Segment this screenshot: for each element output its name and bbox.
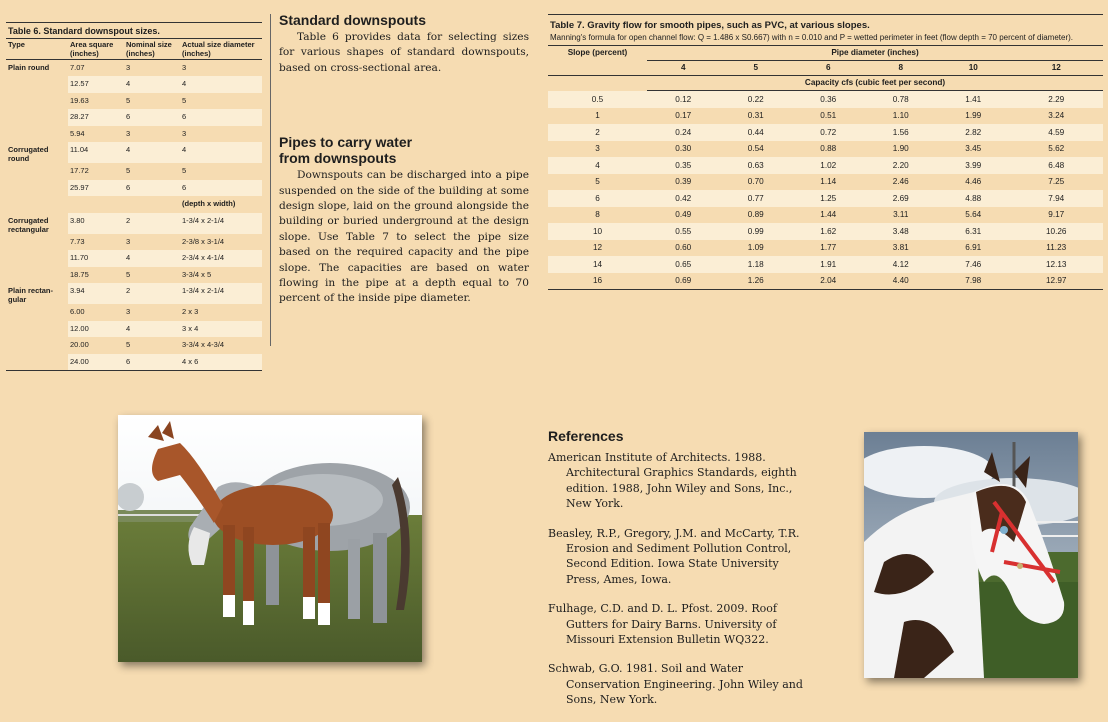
cell-slope: 5 <box>595 177 600 187</box>
table-row <box>6 304 262 321</box>
cell-capacity: 2.04 <box>792 273 865 290</box>
table-6-caption: Table 6. Standard downspout sizes. <box>6 22 262 38</box>
diameter-header: 12 <box>1051 63 1061 72</box>
table-row <box>6 163 262 180</box>
table-row <box>6 142 262 163</box>
references-section <box>548 428 803 722</box>
cell-nominal: 4 <box>124 142 180 163</box>
table-row <box>6 76 262 93</box>
cell-capacity: 3.81 <box>892 243 909 253</box>
cell-capacity: 0.42 <box>647 190 720 207</box>
cell-capacity: 3.45 <box>965 144 982 154</box>
cell-area: 3.80 <box>68 213 124 234</box>
cell-actual: 3-3/4 x 5 <box>182 269 212 279</box>
cell-type <box>6 76 68 93</box>
table-row <box>6 60 262 77</box>
cell-type <box>6 180 68 197</box>
cell-capacity: 0.54 <box>747 144 764 154</box>
cell-capacity: 2.29 <box>1010 91 1104 108</box>
cell-actual: 6 <box>180 180 262 197</box>
cell-nominal: 5 <box>126 269 131 279</box>
cell-capacity: 5.62 <box>1048 144 1065 154</box>
table-row <box>548 91 1103 108</box>
cell-capacity: 0.78 <box>865 91 938 108</box>
table-row <box>548 256 1103 273</box>
cell-capacity: 3.11 <box>893 210 909 220</box>
cell-actual: 4 x 6 <box>180 354 262 371</box>
col-area-header: Area square (inches) <box>68 39 124 60</box>
cell-actual: 4 <box>180 142 262 163</box>
diameter-header: 10 <box>968 63 978 72</box>
cell-capacity: 1.25 <box>792 190 865 207</box>
cell-capacity: 0.12 <box>647 91 720 108</box>
capacity-header: Capacity cfs (cubic feet per second) <box>647 76 1103 91</box>
cell-type: Corrugated round <box>8 145 49 163</box>
table-row <box>6 283 262 304</box>
cell-area: 12.00 <box>68 321 124 338</box>
cell-capacity: 10.26 <box>1010 223 1104 240</box>
table-row <box>548 108 1103 125</box>
cell-capacity: 1.62 <box>792 223 865 240</box>
cell-area: 11.70 <box>68 250 124 267</box>
pipe-diameter-header: Pipe diameter (inches) <box>647 46 1103 61</box>
diameter-header: 8 <box>898 63 904 72</box>
standard-downspouts-body: Table 6 provides data for selecting sizes for various shapes of standard downspouts, based on cross-sectional area. <box>279 31 529 74</box>
cell-capacity: 7.46 <box>937 256 1010 273</box>
cell-capacity: 7.94 <box>1010 190 1104 207</box>
col-nominal-header: Nominal size (inches) <box>124 39 180 60</box>
cell-capacity: 12.97 <box>1010 273 1104 290</box>
table-7 <box>548 14 1103 290</box>
cell-slope: 6 <box>548 190 647 207</box>
cell-capacity: 4.46 <box>965 177 982 187</box>
cell-type <box>6 109 68 126</box>
pipes-body: Downspouts can be discharged into a pipe suspended on the side of the building at some design slope, laid on the ground alongside the building or buried underground at the design slope. Use Table 7 to select the pipe size based on the required capacity and the pipe slope. The capacities are based on water flowing in the pipe at a depth equal to 70 percent of the inside pipe diameter. <box>279 169 529 305</box>
cell-capacity: 0.70 <box>747 177 764 187</box>
cell-capacity: 1.41 <box>937 91 1010 108</box>
table-row <box>6 180 262 197</box>
cell-nominal: 3 <box>126 307 131 316</box>
cell-capacity: 0.22 <box>720 91 793 108</box>
table-row <box>6 126 262 143</box>
cell-capacity: 1.99 <box>965 111 982 121</box>
cell-actual: 5 <box>182 95 187 105</box>
cell-nominal: 5 <box>126 340 131 349</box>
cell-capacity: 2.46 <box>892 177 909 187</box>
cell-type <box>6 250 68 267</box>
text-column <box>279 12 529 307</box>
cell-slope: 14 <box>548 256 647 273</box>
cell-capacity: 0.51 <box>820 111 837 121</box>
cell-slope: 0.5 <box>548 91 647 108</box>
cell-actual: 3 x 4 <box>180 321 262 338</box>
cell-capacity: 0.89 <box>747 210 764 220</box>
table-row <box>548 273 1103 290</box>
col-actual-header: Actual size diameter (inches) <box>180 39 262 60</box>
cell-capacity: 2.82 <box>937 124 1010 141</box>
table-6 <box>6 22 262 371</box>
standard-downspouts-heading: Standard downspouts <box>279 12 426 28</box>
cell-capacity: 1.26 <box>720 273 793 290</box>
cell-capacity: 0.30 <box>675 144 692 154</box>
table-row <box>6 267 262 284</box>
table-6-header-row <box>6 39 262 60</box>
cell-type <box>6 337 68 354</box>
col-type-header: Type <box>6 39 68 60</box>
cell-capacity: 1.44 <box>820 210 837 220</box>
table-6-body <box>6 60 262 371</box>
table-row <box>6 337 262 354</box>
cell-capacity: 0.60 <box>675 243 692 253</box>
foal-photo-illustration <box>118 415 422 662</box>
cell-type <box>6 196 68 213</box>
cell-slope: 4 <box>548 157 647 174</box>
cell-slope: 3 <box>595 144 600 154</box>
cell-slope: 1 <box>595 111 600 121</box>
table-7-note: Manning's formula for open channel flow: Q = 1.486 x S0.667) with n = 0.010 and P = wetted perimeter in feet (flow depth = 70 percent of diameter). <box>550 33 1074 42</box>
table-row <box>548 157 1103 174</box>
cell-actual: 2-3/8 x 3-1/4 <box>182 236 225 246</box>
cell-capacity: 0.31 <box>747 111 764 121</box>
cell-capacity: 1.10 <box>892 111 909 121</box>
paint-horse-photo <box>864 432 1078 678</box>
table-7-caption: Table 7. Gravity flow for smooth pipes, such as PVC, at various slopes. <box>548 14 1103 33</box>
cell-area: 24.00 <box>68 354 124 371</box>
cell-nominal: 2 <box>124 283 180 304</box>
cell-capacity: 0.55 <box>647 223 720 240</box>
cell-area: 6.00 <box>70 307 85 316</box>
cell-actual: 2 x 3 <box>182 307 199 316</box>
table-row <box>6 93 262 110</box>
cell-area: 12.57 <box>68 76 124 93</box>
cell-area: 5.94 <box>70 128 85 138</box>
cell-area: 25.97 <box>68 180 124 197</box>
table-row <box>6 234 262 251</box>
reference-item: Fulhage, C.D. and D. L. Pfost. 2009. Roof Gutters for Dairy Barns. University of Missouri Extension Bulletin WQ322. <box>548 602 778 647</box>
cell-capacity: 0.39 <box>675 177 692 187</box>
foal-and-mare-photo <box>118 415 422 662</box>
cell-capacity: 3.24 <box>1048 111 1065 121</box>
cell-actual: 6 <box>180 109 262 126</box>
cell-capacity: 0.35 <box>647 157 720 174</box>
cell-capacity: 5.64 <box>965 210 982 220</box>
cell-nominal: 3 <box>126 63 131 72</box>
diameter-header: 4 <box>680 63 686 72</box>
cell-capacity: 0.88 <box>820 144 837 154</box>
diameter-header: 5 <box>753 63 759 72</box>
cell-capacity: 1.09 <box>747 243 764 253</box>
table-row <box>548 174 1103 191</box>
cell-capacity: 1.56 <box>865 124 938 141</box>
cell-capacity: 0.65 <box>647 256 720 273</box>
cell-capacity: 0.69 <box>647 273 720 290</box>
pipes-heading-line1: Pipes to carry water <box>279 134 413 151</box>
cell-type <box>6 304 68 321</box>
cell-nominal: 4 <box>124 250 180 267</box>
cell-capacity: 1.77 <box>820 243 837 253</box>
cell-capacity: 1.02 <box>792 157 865 174</box>
cell-capacity: 6.91 <box>965 243 982 253</box>
cell-type <box>6 354 68 371</box>
cell-capacity: 4.12 <box>865 256 938 273</box>
reference-item: American Institute of Architects. 1988. Architectural Graphics Standards, eighth edition. 1988, John Wiley and Sons, Inc., New York. <box>548 451 797 511</box>
cell-capacity: 0.77 <box>720 190 793 207</box>
cell-capacity: 0.63 <box>720 157 793 174</box>
cell-type <box>6 234 68 251</box>
cell-capacity: 0.49 <box>675 210 692 220</box>
table-row <box>6 109 262 126</box>
cell-capacity: 12.13 <box>1010 256 1104 273</box>
cell-capacity: 0.36 <box>792 91 865 108</box>
cell-area: 19.63 <box>70 95 89 105</box>
table-row <box>548 124 1103 141</box>
column-divider <box>270 14 271 346</box>
slope-header: Slope (percent) <box>548 46 647 76</box>
diameter-header: 6 <box>825 63 831 72</box>
cell-type <box>6 267 68 284</box>
cell-nominal: 5 <box>126 166 131 175</box>
gravity-flow-table <box>548 45 1103 290</box>
references-heading: References <box>548 428 624 444</box>
cell-slope: 10 <box>548 223 647 240</box>
cell-actual: (depth x width) <box>182 199 236 208</box>
cell-nominal: 3 <box>126 236 131 246</box>
table-row <box>548 240 1103 257</box>
cell-slope: 12 <box>592 243 603 253</box>
cell-type <box>6 321 68 338</box>
cell-capacity: 1.14 <box>820 177 837 187</box>
cell-capacity: 3.48 <box>865 223 938 240</box>
cell-capacity: 0.24 <box>647 124 720 141</box>
cell-actual: 3 <box>182 63 187 72</box>
cell-capacity: 4.59 <box>1010 124 1104 141</box>
cell-slope: 2 <box>548 124 647 141</box>
cell-nominal <box>124 196 180 213</box>
cell-nominal: 6 <box>124 180 180 197</box>
table-row <box>548 141 1103 158</box>
cell-area: 11.04 <box>68 142 124 163</box>
cell-slope: 8 <box>595 210 600 220</box>
cell-capacity: 1.90 <box>892 144 909 154</box>
cell-capacity: 0.99 <box>720 223 793 240</box>
cell-area: 28.27 <box>68 109 124 126</box>
cell-nominal: 6 <box>124 109 180 126</box>
table-row <box>548 223 1103 240</box>
cell-nominal: 5 <box>126 95 131 105</box>
cell-actual: 4 <box>180 76 262 93</box>
cell-capacity: 4.88 <box>937 190 1010 207</box>
cell-type: Plain round <box>8 63 50 72</box>
cell-capacity: 0.72 <box>792 124 865 141</box>
cell-type: Corrugated rectangular <box>8 215 49 234</box>
cell-area: 7.73 <box>70 236 85 246</box>
cell-nominal: 4 <box>124 76 180 93</box>
downspout-sizes-table <box>6 38 262 371</box>
table-row <box>6 213 262 234</box>
cell-capacity: 6.48 <box>1010 157 1104 174</box>
cell-capacity: 2.69 <box>865 190 938 207</box>
cell-actual: 3-3/4 x 4-3/4 <box>182 340 225 349</box>
table-row <box>6 250 262 267</box>
cell-area: 18.75 <box>70 269 89 279</box>
cell-nominal: 6 <box>124 354 180 371</box>
cell-capacity: 2.20 <box>865 157 938 174</box>
cell-actual: 3 <box>182 128 187 138</box>
pipes-heading-line2: from downspouts <box>279 150 397 167</box>
cell-area: 17.72 <box>70 166 89 175</box>
table-row <box>6 196 262 213</box>
paint-horse-illustration <box>864 432 1078 678</box>
table-row <box>6 354 262 371</box>
cell-capacity: 7.25 <box>1048 177 1065 187</box>
cell-capacity: 3.99 <box>937 157 1010 174</box>
cell-actual: 1-3/4 x 2-1/4 <box>180 283 262 304</box>
cell-nominal: 3 <box>126 128 131 138</box>
cell-nominal: 2 <box>124 213 180 234</box>
reference-item: Beasley, R.P., Gregory, J.M. and McCarty, T.R. Erosion and Sediment Pollution Control, Second Edition. Iowa State University Press, Ames, Iowa. <box>548 526 800 586</box>
cell-capacity: 6.31 <box>937 223 1010 240</box>
table-row <box>548 207 1103 224</box>
cell-area <box>68 196 124 213</box>
cell-area: 3.94 <box>68 283 124 304</box>
reference-item: Schwab, G.O. 1981. Soil and Water Conservation Engineering. John Wiley and Sons, New York. <box>548 662 803 707</box>
cell-capacity: 1.91 <box>792 256 865 273</box>
cell-capacity: 0.44 <box>720 124 793 141</box>
pipes-heading <box>279 134 529 166</box>
cell-capacity: 9.17 <box>1048 210 1065 220</box>
cell-area: 7.07 <box>70 63 85 72</box>
table-7-body <box>548 91 1103 290</box>
cell-capacity: 0.17 <box>675 111 692 121</box>
cell-actual: 1-3/4 x 2-1/4 <box>180 213 262 234</box>
cell-type <box>6 163 68 180</box>
cell-type <box>6 126 68 143</box>
cell-actual: 5 <box>182 166 187 175</box>
cell-capacity: 1.18 <box>720 256 793 273</box>
table-row <box>548 190 1103 207</box>
cell-type: Plain rectan-gular <box>8 286 54 304</box>
table-row <box>6 321 262 338</box>
cell-nominal: 4 <box>124 321 180 338</box>
cell-slope: 16 <box>548 273 647 290</box>
cell-area: 20.00 <box>70 340 89 349</box>
cell-capacity: 7.98 <box>937 273 1010 290</box>
cell-type <box>6 93 68 110</box>
cell-capacity: 4.40 <box>865 273 938 290</box>
cell-capacity: 11.23 <box>1046 243 1067 253</box>
cell-actual: 2-3/4 x 4-1/4 <box>180 250 262 267</box>
